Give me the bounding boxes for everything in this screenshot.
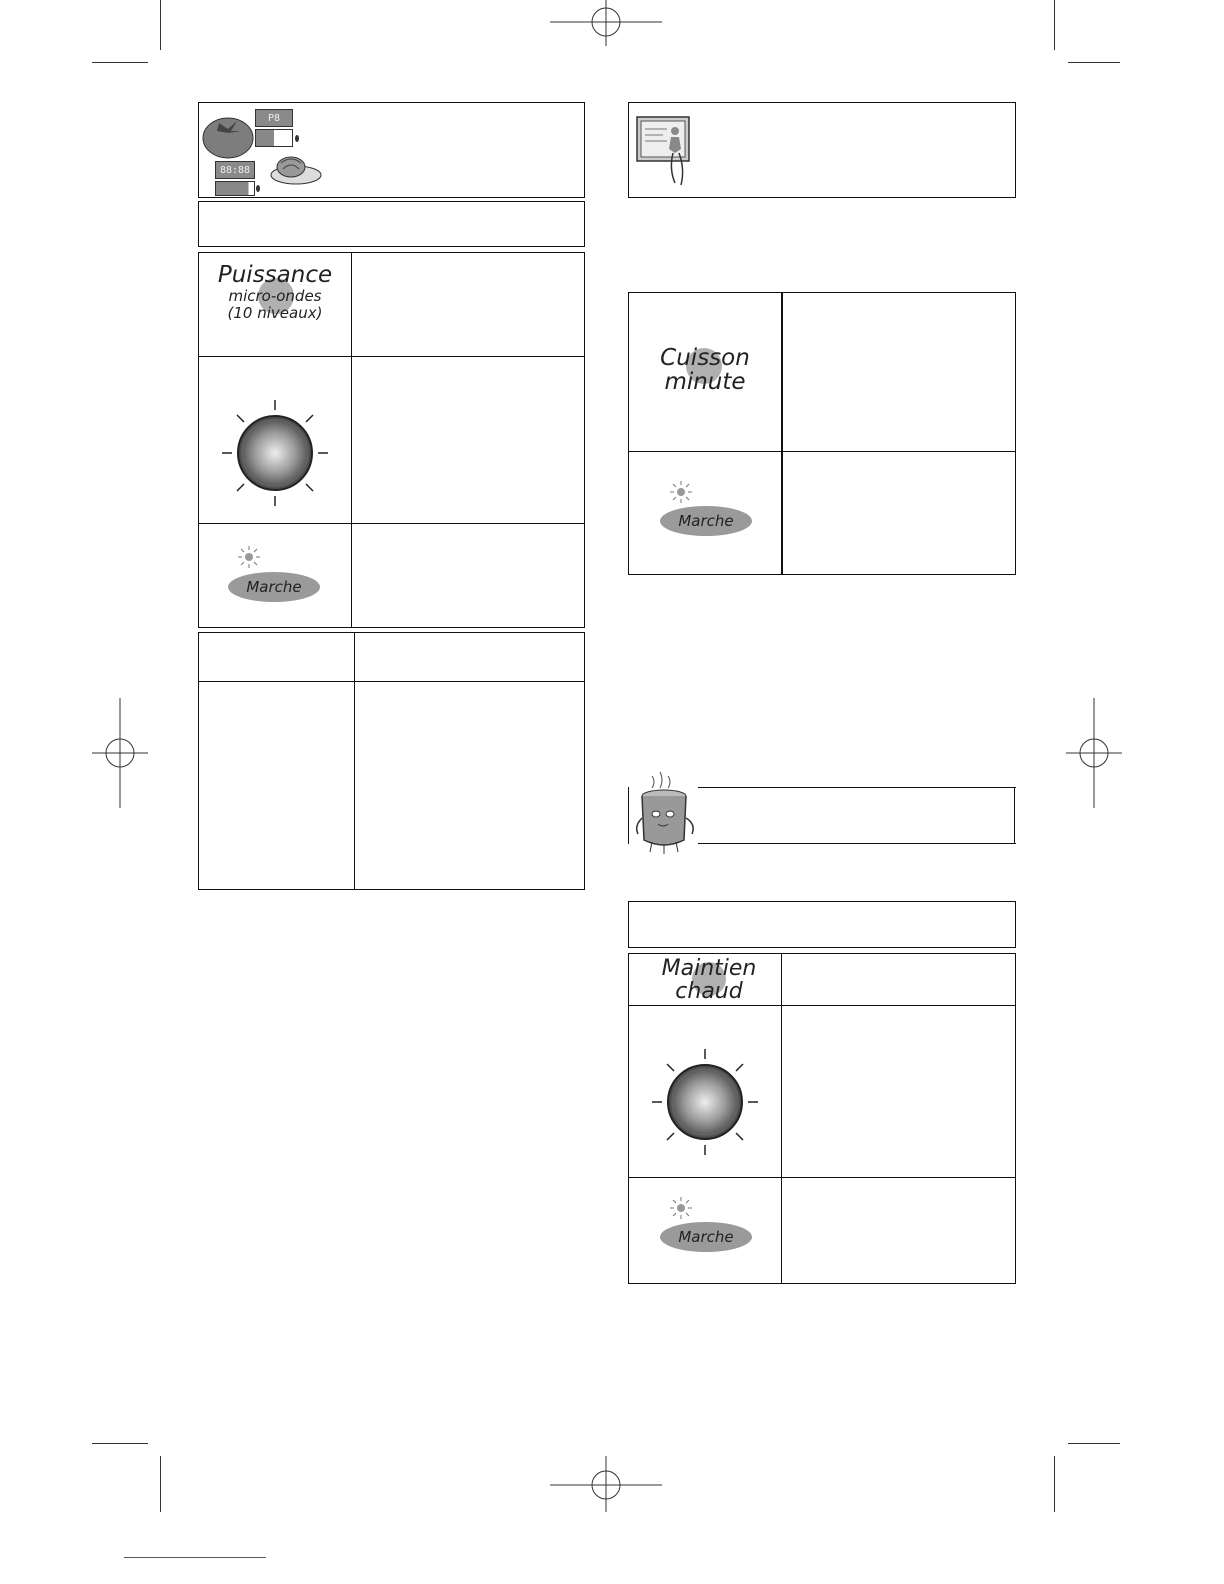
drop-icon (256, 185, 260, 192)
marche-label: Marche (678, 1228, 734, 1246)
table-divider (354, 632, 355, 890)
puissance-button[interactable] (200, 264, 350, 321)
light-indicator-icon (238, 546, 260, 568)
marche-button[interactable] (228, 572, 320, 602)
cuisson-minute-button[interactable] (630, 346, 780, 394)
marche-button[interactable] (660, 1222, 752, 1252)
left-title-box (198, 201, 585, 247)
table-divider (628, 1005, 1016, 1006)
display-value-bottom: 88:88 (219, 164, 251, 176)
table-divider (781, 292, 783, 575)
maintien-chaud-button[interactable] (630, 957, 788, 1003)
cuisson-label-2: minute (664, 369, 746, 396)
power-bar (215, 181, 255, 196)
registration-mark-icon (1066, 698, 1122, 808)
table-divider (628, 1177, 1016, 1178)
left-lower-table (198, 632, 585, 890)
lcd-display-icon (255, 109, 293, 127)
table-divider (198, 523, 585, 524)
puissance-label-1: Puissance (217, 262, 333, 288)
table-divider (198, 681, 585, 682)
puissance-label-3: (10 niveaux) (227, 304, 323, 322)
marche-button[interactable] (660, 506, 752, 536)
tomato-icon (201, 111, 255, 161)
light-indicator-icon (670, 481, 692, 503)
page-link-underline (124, 1557, 266, 1558)
pot-character-icon (632, 768, 702, 854)
puissance-label-2: micro-ondes (228, 287, 322, 305)
dial-knob-icon[interactable] (216, 394, 334, 512)
table-divider (198, 356, 585, 357)
right-header-box (628, 102, 1016, 198)
registration-mark-icon (92, 698, 148, 808)
dial-knob-icon[interactable] (646, 1043, 764, 1161)
maintien-label-2: chaud (675, 979, 743, 1005)
lcd-display-icon (215, 161, 255, 179)
registration-mark-icon (550, 0, 662, 46)
table-divider (351, 252, 352, 628)
left-header-box (198, 102, 585, 198)
display-value-top: P8 (267, 112, 281, 124)
marche-label: Marche (678, 512, 734, 530)
light-indicator-icon (670, 1197, 692, 1219)
cuisson-label-1: Cuisson (660, 345, 750, 371)
dish-icon (269, 147, 323, 187)
table-divider (628, 451, 1016, 452)
drop-icon (295, 135, 299, 142)
door-figure-icon (635, 113, 697, 189)
registration-mark-icon (550, 1456, 662, 1512)
marche-label: Marche (246, 578, 302, 596)
maintien-label-1: Maintien (661, 956, 757, 981)
right-title-box (628, 901, 1016, 948)
power-bar (255, 129, 293, 147)
